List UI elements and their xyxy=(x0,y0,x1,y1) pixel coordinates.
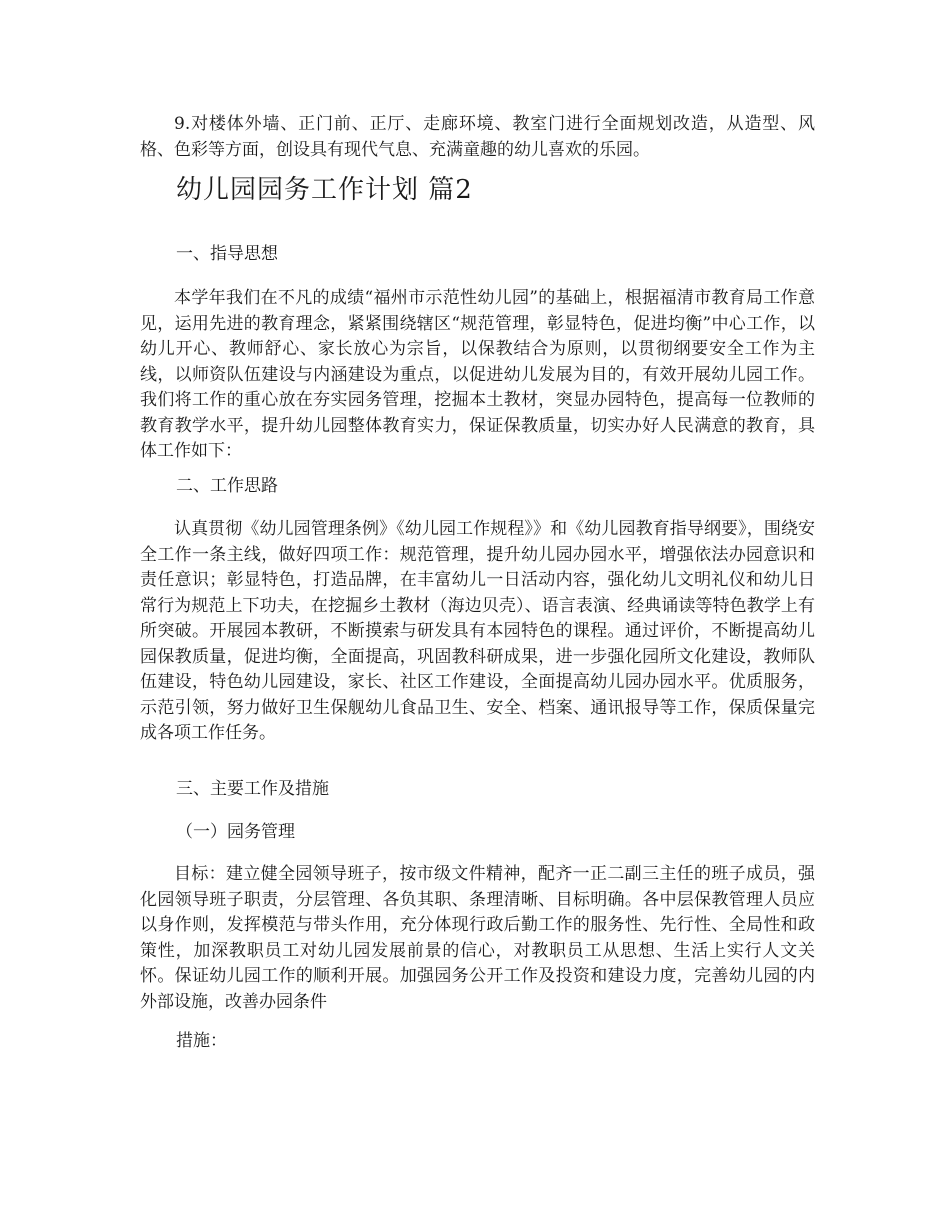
subsection-heading-kindergarten-management: （一）园务管理 xyxy=(176,822,295,842)
section-heading-main-work: 三、主要工作及措施 xyxy=(176,779,329,799)
page-title: 幼儿园园务工作计划 篇2 xyxy=(176,175,473,205)
section-paragraph-work-approach: 认真贯彻《幼儿园管理条例》《幼儿园工作规程》》和《幼儿园教育指导纲要》，围绕安全工作一条主线，做好四项工作：规范管理，提升幼儿园办园水平，增强依法办园意识和责任意识；彰显特色，打造品牌，在丰富幼儿一日活动内容，强化幼儿文明礼仪和幼儿日常行为规范上下功夫，在挖掘乡土教材（海边贝壳）、语言表演、经典诵读等特色教学上有所突破。开展园本教研，不断摸索与研发具有本园特色的课程。通过评价，不断提高幼儿园保教质量，促进均衡，全面提高，巩固教科研成果，进一步强化园所文化建设，教师队伍建设，特色幼儿园建设，家长、社区工作建设，全面提高幼儿园办园水平。优质服务，示范引领，努力做好卫生保舰幼儿食品卫生、安全、档案、通讯报导等工作，保质保量完成各项工作任务。 xyxy=(140,519,815,743)
intro-paragraph: 9.对楼体外墙、正门前、正厅、走廊环境、教室门进行全面规划改造，从造型、风格、色彩等方面，创设具有现代气息、充满童趣的幼儿喜欢的乐园。 xyxy=(140,114,815,160)
section-heading-work-approach: 二、工作思路 xyxy=(176,476,278,496)
section-heading-guiding-ideology: 一、指导思想 xyxy=(176,244,278,264)
measures-label: 措施： xyxy=(176,1031,227,1051)
section-paragraph-guiding-ideology: 本学年我们在不凡的成绩“福州市示范性幼儿园”的基础上，根据福清市教育局工作意见，运用先进的教育理念，紧紧围绕辖区“规范管理，彰显特色，促进均衡”中心工作，以幼儿开心、教师舒心、家长放心为宗旨，以保教结合为原则，以贯彻纲要安全工作为主线，以师资队伍建设与内涵建设为重点，以促进幼儿发展为目的，有效开展幼儿园工作。我们将工作的重心放在夯实园务管理，挖掘本土教材，突显办园特色，提高每一位教师的教育教学水平，提升幼儿园整体教育实力，保证保教质量，切实办好人民满意的教育，具体工作如下： xyxy=(140,288,815,461)
subsection-paragraph-kindergarten-management: 目标：建立健全园领导班子，按市级文件精神，配齐一正二副三主任的班子成员，强化园领导班子职责，分层管理、各负其职、条理清晰、目标明确。各中层保教管理人员应以身作则，发挥模范与带头作用，充分体现行政后勤工作的服务性、先行性、全局性和政策性，加深教职员工对幼儿园发展前景的信心，对教职员工从思想、生活上实行人文关怀。保证幼儿园工作的顺利开展。加强园务公开工作及投资和建设力度，完善幼儿园的内外部设施，改善办园条件 xyxy=(140,864,815,1012)
